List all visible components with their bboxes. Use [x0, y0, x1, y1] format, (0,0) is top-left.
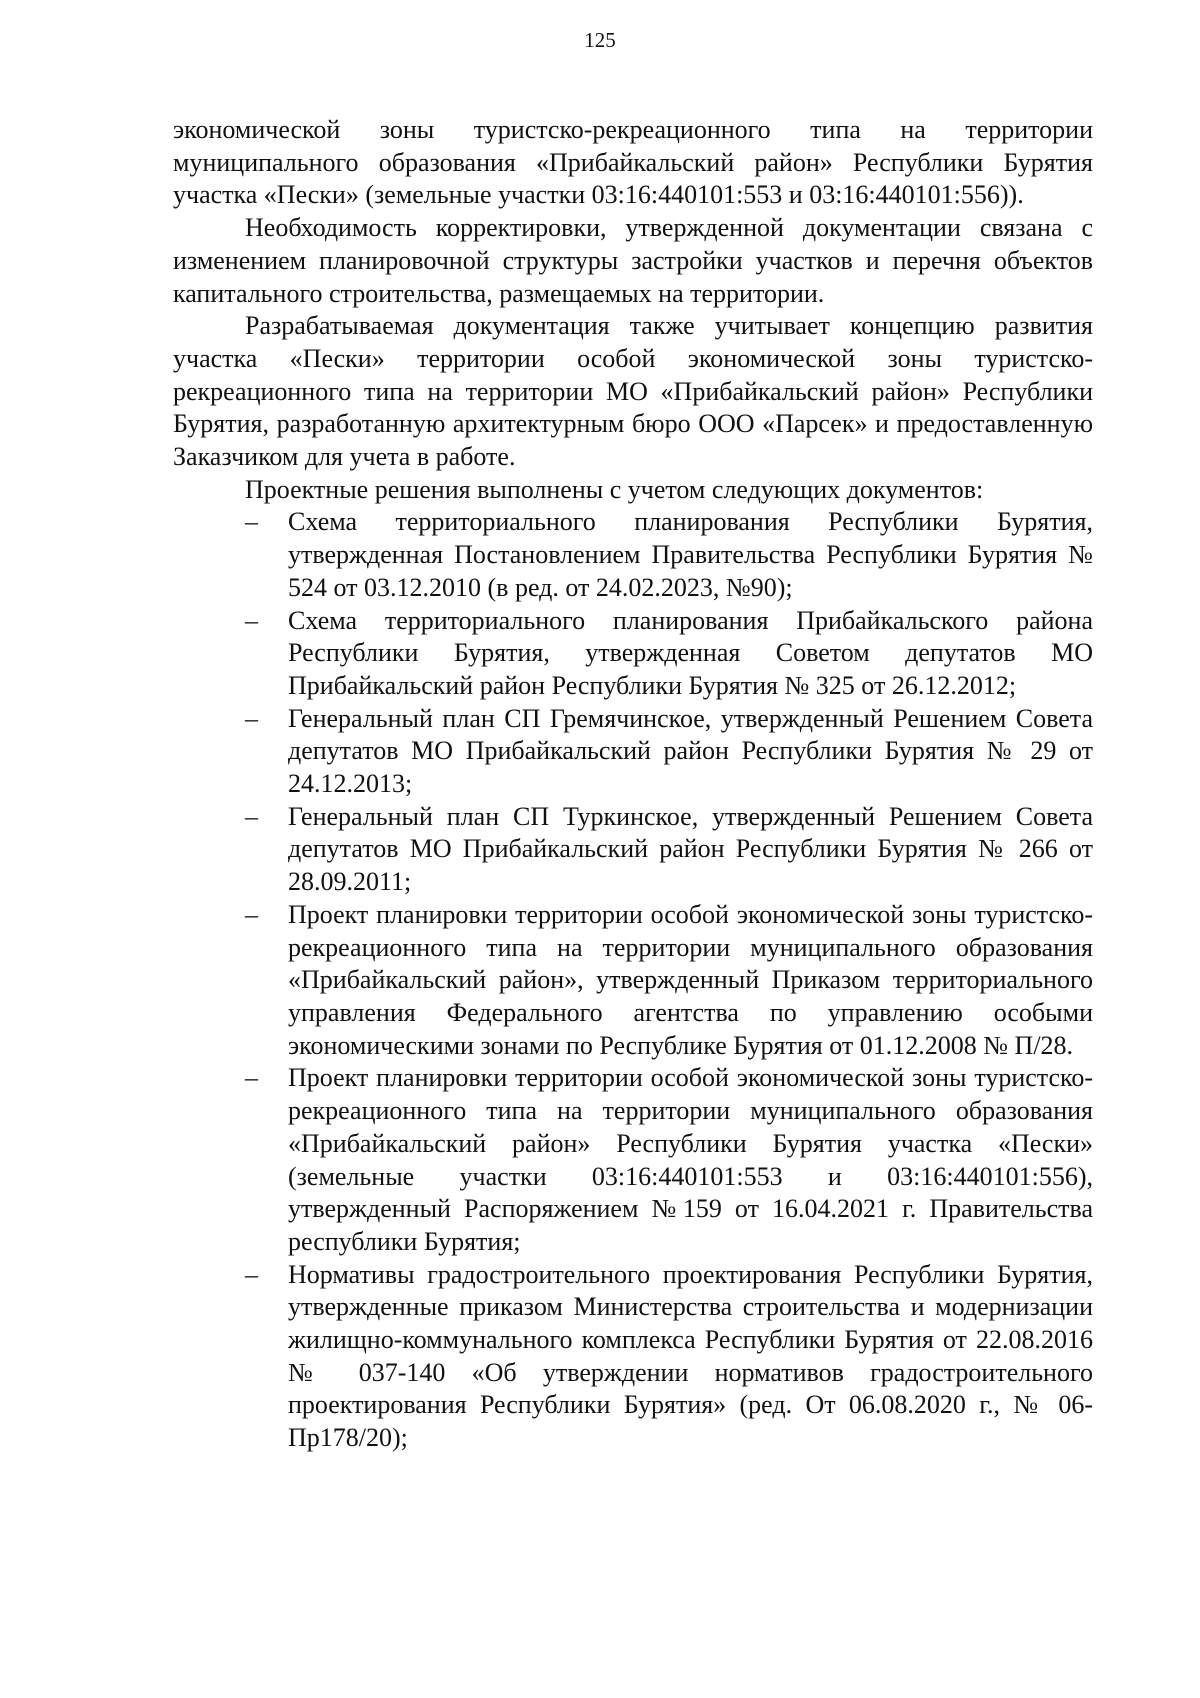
- paragraph-correction-reason: Необходимость корректировки, утвержденной документации связана с изменением планировочной структуры застройки участков и перечня объектов капитального строительства, размещаемых на территории.: [173, 213, 1093, 308]
- list-item: [173, 1062, 1093, 1258]
- list-item-text: Проект планировки территории особой экономической зоны туристско-рекреационного типа на территории муниципального образования «Прибайкальский район» Республики Бурятия участка «Пески» (земельные участки 03:16:440101:553 и 03:16:440101:556), утвержденный Распоряжением №159 от 16.04.2021 г. Правительства республики Бурятия;: [288, 1063, 1093, 1256]
- list-item: [173, 1259, 1093, 1455]
- list-item-text: Генеральный план СП Туркинское, утвержденный Решением Совета депутатов МО Прибайкальский район Республики Бурятия № 266 от 28.09.2011;: [288, 801, 1093, 897]
- list-item-text: Схема территориального планирования Республики Бурятия, утвержденная Постановлением Правительства Республики Бурятия № 524 от 03.12.2010 (в ред. от 24.02.2023, №90);: [288, 507, 1093, 602]
- documents-list: [173, 506, 1093, 1454]
- paragraph-documents-intro: Проектные решения выполнены с учетом следующих документов:: [245, 474, 984, 504]
- list-marker: –: [245, 1259, 258, 1289]
- list-item-text: Проект планировки территории особой экономической зоны туристско-рекреационного типа на территории муниципального образования «Прибайкальский район», утвержденный Приказом территориального управления Федерального агентства по управлению особыми экономическими зонами по Республике Бурятия от 01.12.2008 № П/28.: [288, 899, 1093, 1060]
- list-marker: –: [245, 703, 258, 733]
- document-body: [173, 114, 1093, 1455]
- paragraph-concept: Разрабатываемая документация также учитывает концепцию развития участка «Пески» территории особой экономической зоны туристско-рекреационного типа на территории МО «Прибайкальский район» Республики Бурятия, разработанную архитектурным бюро ООО «Парсек» и предоставленную Заказчиком для учета в работе.: [173, 311, 1093, 472]
- list-item-text: Нормативы градостроительного проектирования Республики Бурятия, утвержденные приказом Министерства строительства и модернизации жилищно-коммунального комплекса Республики Бурятия от 22.08.2016 № 037-140 «Об утверждении нормативов градостроительного проектирования Республики Бурятия» (ред. От 06.08.2020 г., № 06-Пр178/20);: [288, 1259, 1093, 1453]
- list-item: [173, 703, 1093, 801]
- list-item: [173, 605, 1093, 703]
- list-item: [173, 506, 1093, 604]
- paragraph-continuation: экономической зоны туристско-рекреационного типа на территории муниципального образования «Прибайкальский район» Республики Бурятия участка «Пески» (земельные участки 03:16:440101:553 и 03:16:440101:556)).: [173, 115, 1093, 210]
- list-marker: –: [245, 507, 258, 537]
- list-item-text: Схема территориального планирования Прибайкальского района Республики Бурятия, утвержденная Советом депутатов МО Прибайкальский район Республики Бурятия № 325 от 26.12.2012;: [288, 605, 1093, 700]
- list-item-text: Генеральный план СП Гремячинское, утвержденный Решением Совета депутатов МО Прибайкальский район Республики Бурятия № 29 от 24.12.2013;: [288, 703, 1093, 799]
- list-item: [173, 899, 1093, 1063]
- list-item: [173, 801, 1093, 899]
- list-marker: –: [245, 899, 258, 929]
- page-number: 125: [584, 28, 616, 52]
- list-marker: –: [245, 605, 258, 635]
- list-marker: –: [245, 801, 258, 831]
- list-marker: –: [245, 1063, 258, 1093]
